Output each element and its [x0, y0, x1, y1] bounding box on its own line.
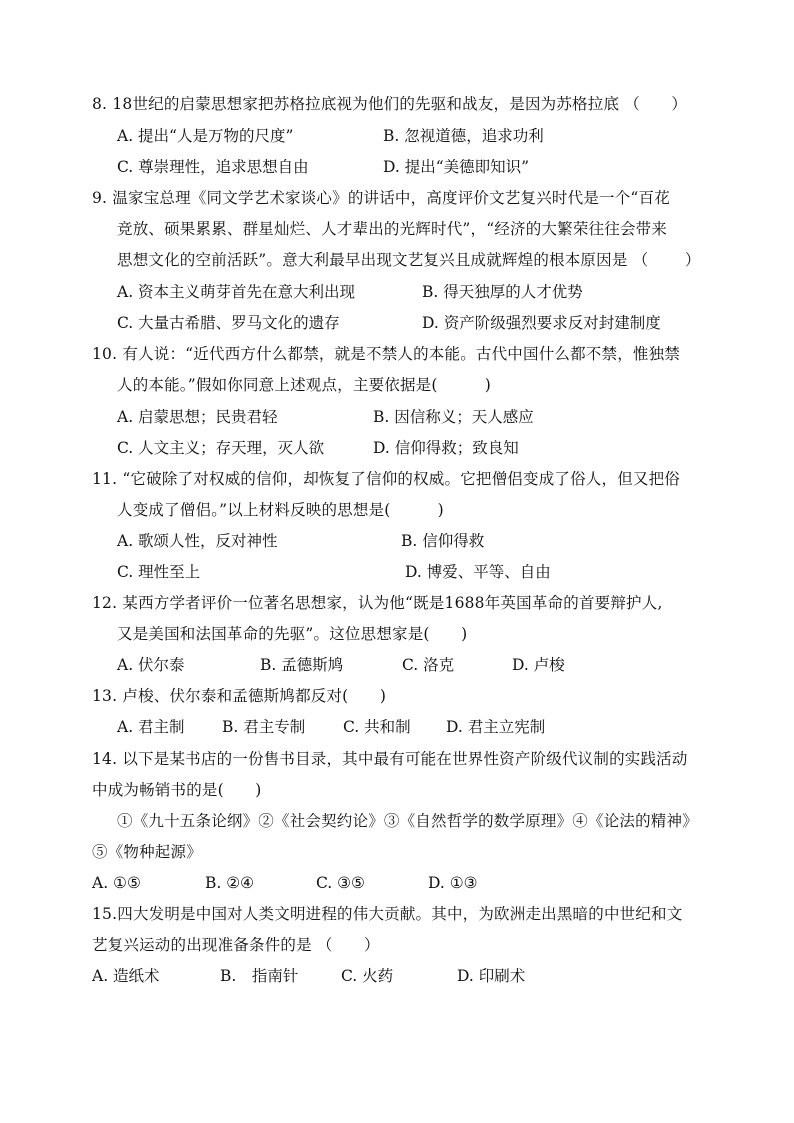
question-13-option-b: B. 君主专制	[222, 718, 306, 736]
question-8-option-c: C. 尊崇理性，追求思想自由	[117, 158, 309, 176]
question-14-book-list-line-1: ①《九十五条论纲》②《社会契约论》③《自然哲学的数学原理》④《论法的精神》	[117, 812, 698, 830]
question-10-option-d: D. 信仰得救；致良知	[373, 439, 519, 457]
question-8-option-b: B. 忽视道德，追求功利	[383, 127, 544, 145]
question-8-stem: 8. 18世纪的启蒙思想家把苏格拉底视为他们的先驱和战友，是因为苏格拉底 （ ）	[92, 95, 688, 113]
question-13-option-a: A. 君主制	[117, 718, 185, 736]
question-14-book-list-line-2: ⑤《物种起源》	[92, 843, 202, 861]
question-11-option-b: B. 信仰得救	[401, 532, 485, 550]
question-11-option-d: D. 博爱、平等、自由	[405, 563, 551, 581]
question-10-stem-line-2: 人的本能。”假如你同意上述观点，主要依据是( )	[117, 376, 491, 394]
question-12-stem-line-1: 12. 某西方学者评价一位著名思想家，认为他“既是1688年英国革命的首要辩护人,	[92, 594, 663, 612]
question-9-option-b: B. 得天独厚的人才优势	[422, 283, 583, 301]
question-14-option-b: B. ②④	[205, 874, 255, 892]
question-9-option-a: A. 资本主义萌芽首先在意大利出现	[117, 283, 356, 301]
question-9-option-c: C. 大量古希腊、罗马文化的遗存	[117, 314, 340, 332]
question-13-option-d: D. 君主立宪制	[446, 718, 546, 736]
question-10-option-a: A. 启蒙思想；民贵君轻	[117, 408, 278, 426]
question-10-stem-line-1: 10. 有人说：“近代西方什么都禁，就是不禁人的本能。古代中国什么都不禁，惟独禁	[92, 345, 681, 363]
question-11-option-a: A. 歌颂人性，反对神性	[117, 532, 278, 550]
question-12-option-a: A. 伏尔泰	[117, 656, 185, 674]
question-14-option-a: A. ①⑤	[92, 874, 141, 892]
question-12-stem-line-2: 又是美国和法国革命的先驱”。这位思想家是( )	[117, 625, 468, 643]
question-12-option-c: C. 洛克	[402, 656, 455, 674]
question-9-stem-line-1: 9. 温家宝总理《同文学艺术家谈心》的讲话中，高度评价文艺复兴时代是一个“百花	[92, 189, 670, 207]
question-11-stem-line-1: 11. “它破除了对权威的信仰，却恢复了信仰的权威。它把僧侣变成了俗人，但又把俗	[92, 470, 681, 488]
question-15-option-d: D. 印刷术	[457, 967, 526, 985]
question-9-option-d: D. 资产阶级强烈要求反对封建制度	[422, 314, 661, 332]
question-15-stem-line-1: 15.四大发明是中国对人类文明进程的伟大贡献。其中，为欧洲走出黑暗的中世纪和文	[92, 905, 683, 923]
question-9-stem-line-2: 竞放、硕果累累、群星灿烂、人才辈出的光辉时代”，“经济的大繁荣往往会带来	[117, 220, 668, 238]
question-8-option-a: A. 提出“人是万物的尺度”	[117, 127, 294, 145]
question-10-option-b: B. 因信称义；天人感应	[373, 408, 534, 426]
question-12-option-d: D. 卢梭	[512, 656, 565, 674]
question-8-option-d: D. 提出“美德即知识”	[383, 158, 530, 176]
question-14-stem-line-1: 14. 以下是某书店的一份售书目录，其中最有可能在世界性资产阶级代议制的实践活动	[92, 750, 688, 768]
question-14-stem-line-2: 中成为畅销书的是( )	[92, 781, 262, 799]
question-15-stem-line-2: 艺复兴运动的出现准备条件的是 （ ）	[92, 936, 380, 954]
question-14-option-c: C. ③⑤	[316, 874, 365, 892]
question-10-option-c: C. 人文主义；存天理，灭人欲	[117, 439, 325, 457]
question-15-option-c: C. 火药	[341, 967, 394, 985]
question-11-stem-line-2: 人变成了僧侣。”以上材料反映的思想是( )	[117, 501, 444, 519]
question-9-stem-line-3: 思想文化的空前活跃”。意大利最早出现文艺复兴且成就辉煌的根本原因是 （ ）	[117, 251, 701, 269]
question-15-option-b: B. 指南针	[220, 967, 299, 985]
question-13-stem: 13. 卢梭、伏尔泰和孟德斯鸠都反对( )	[92, 687, 387, 705]
question-13-option-c: C. 共和制	[343, 718, 411, 736]
question-12-option-b: B. 孟德斯鸠	[260, 656, 344, 674]
question-14-option-d: D. ①③	[428, 874, 478, 892]
question-15-option-a: A. 造纸术	[92, 967, 160, 985]
question-11-option-c: C. 理性至上	[117, 563, 201, 581]
